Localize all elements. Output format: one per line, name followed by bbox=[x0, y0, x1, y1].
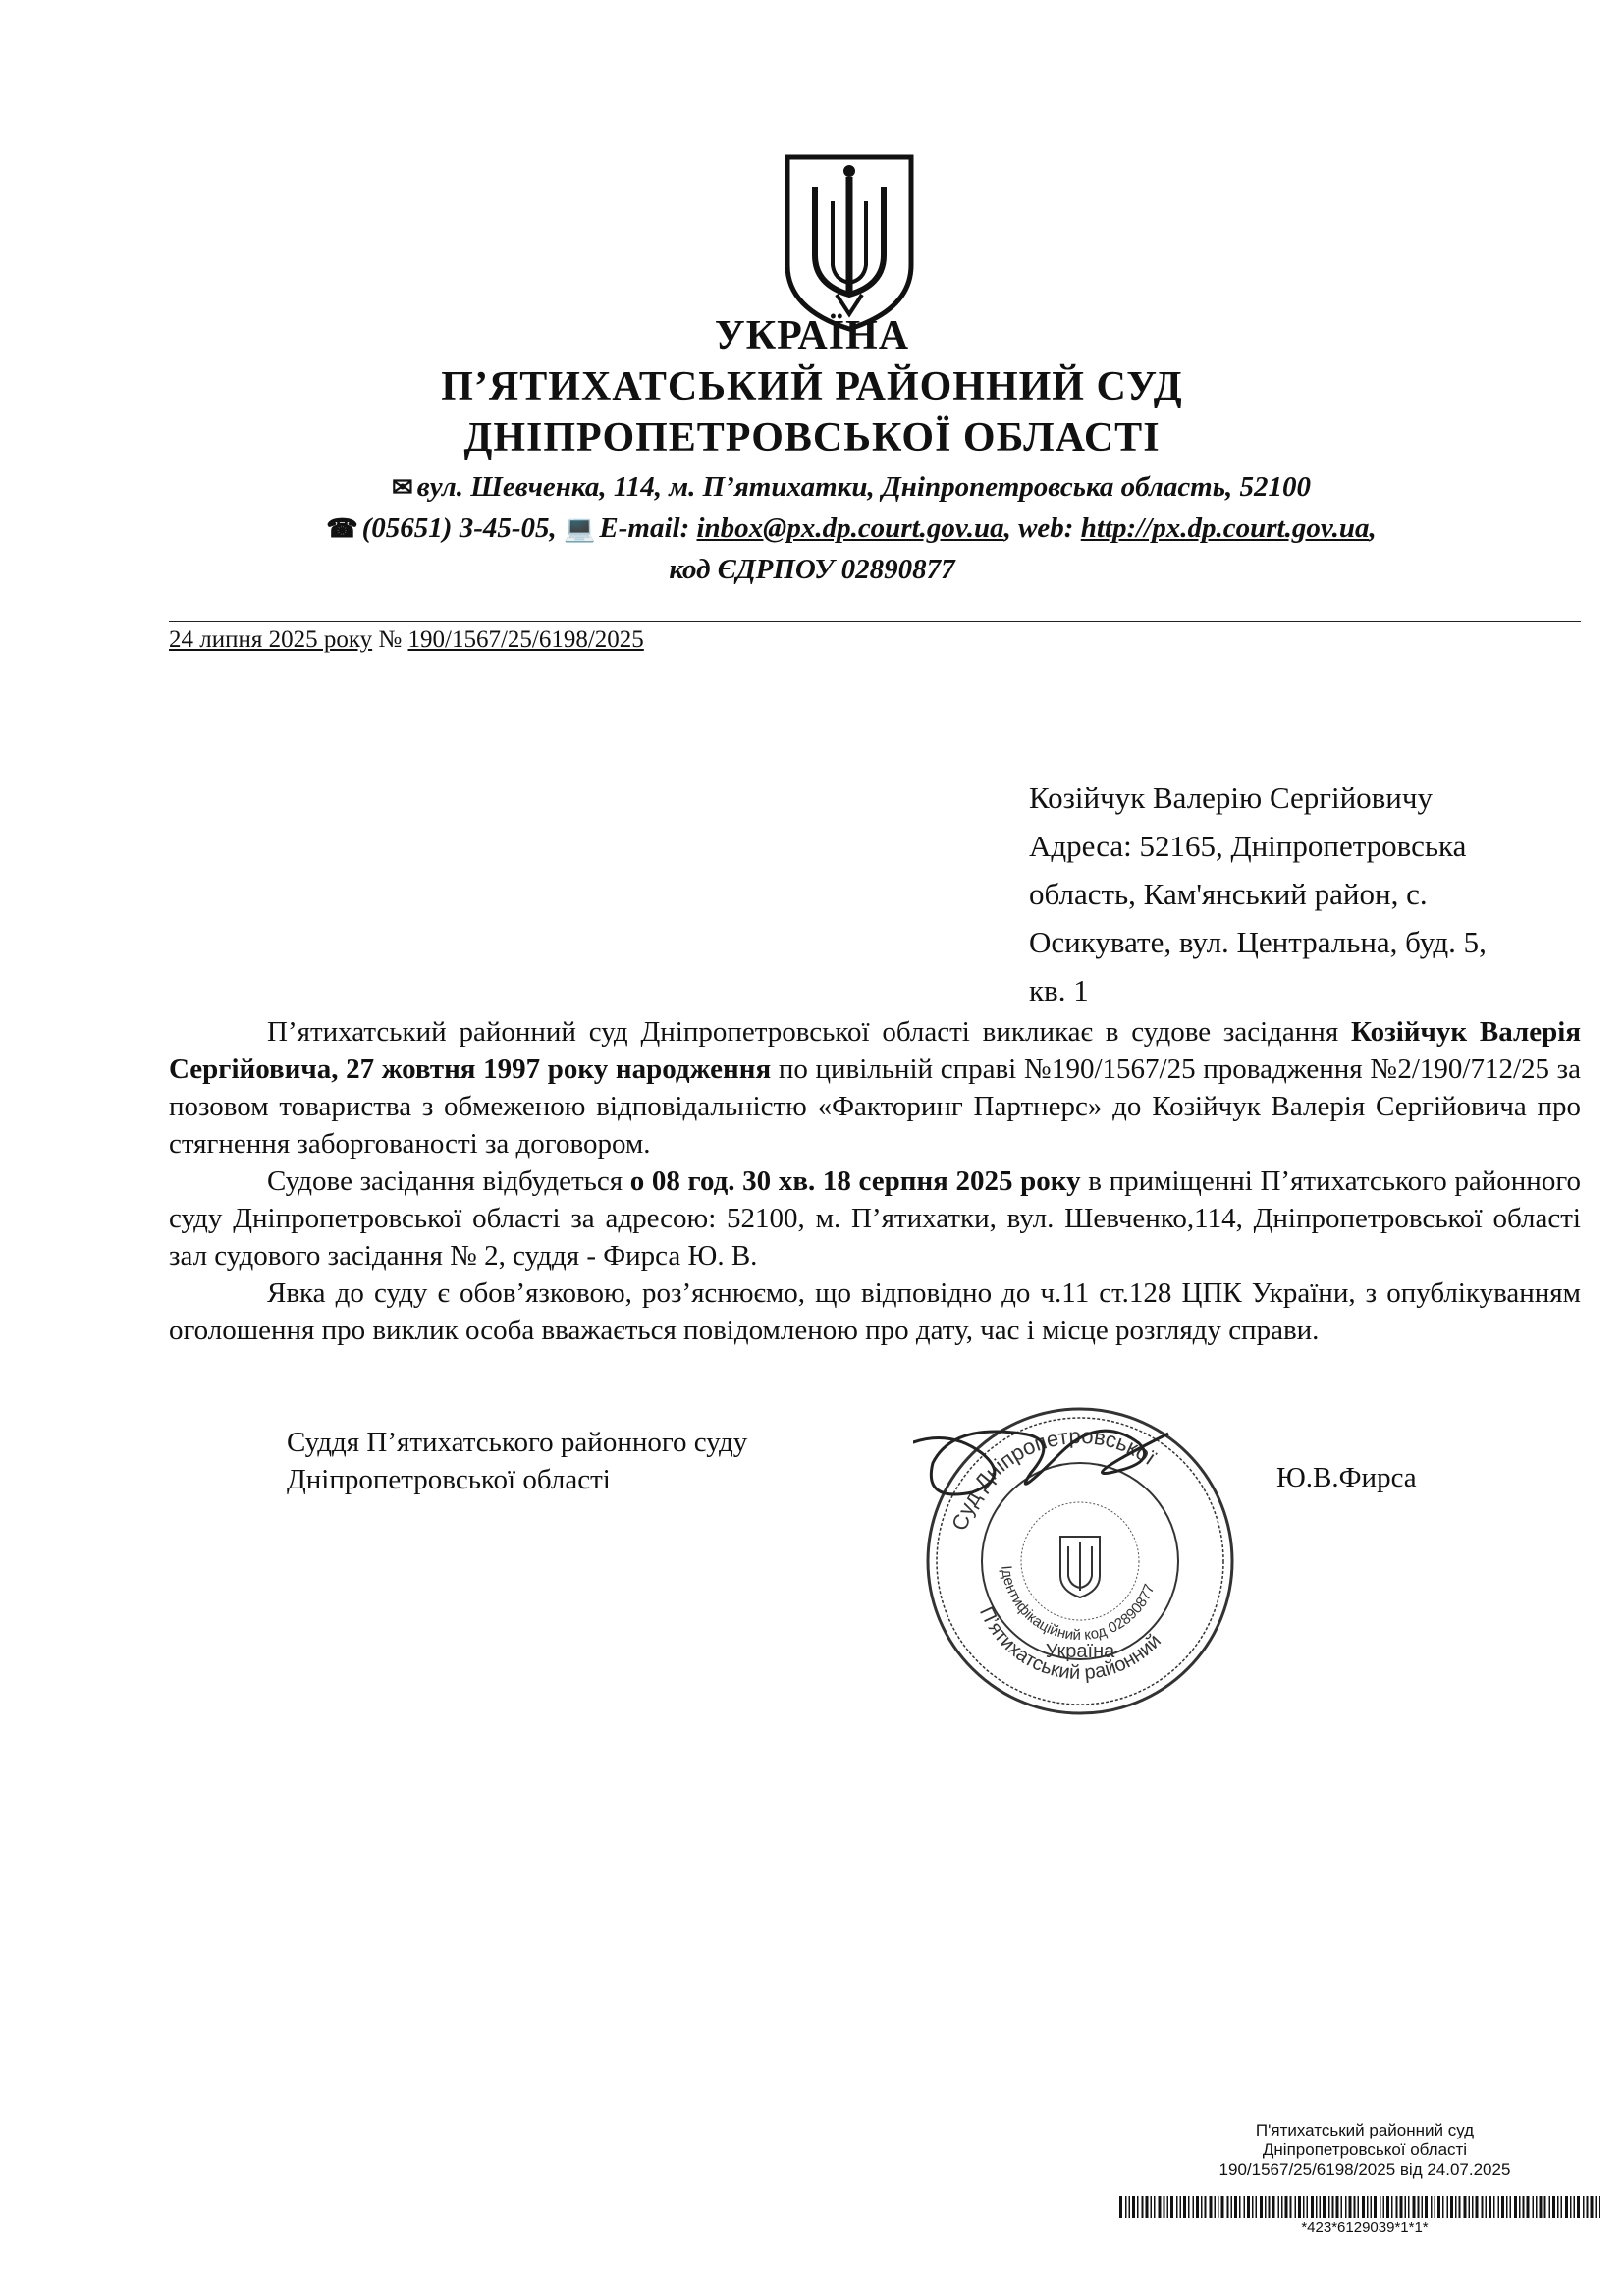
recipient-address-line: кв. 1 bbox=[1029, 973, 1089, 1007]
reference-date: 24 липня 2025 року bbox=[169, 626, 373, 653]
reference-line: 24 липня 2025 року № 190/1567/25/6198/2025 bbox=[169, 626, 644, 653]
recipient-address-line: область, Кам'янський район, с. bbox=[1029, 877, 1428, 911]
barcode bbox=[1119, 2196, 1600, 2218]
registration-stamp: П'ятихатський районний суд Дніпропетровської області 190/1567/25/6198/2025 від 24.07.2025 bbox=[1218, 2121, 1511, 2179]
defendant-name: Козійчук Валерія Сергійовича, 27 жовтня 1997 року народження bbox=[169, 1016, 1582, 1085]
phone-icon: ☎ bbox=[326, 514, 358, 543]
edrpou-code: код ЄДРПОУ 02890877 bbox=[669, 554, 955, 585]
recipient-address-line: Адреса: 52165, Дніпропетровська bbox=[1029, 829, 1467, 863]
recipient-block bbox=[1029, 774, 1540, 1014]
svg-text:Україна: Україна bbox=[1045, 1641, 1115, 1662]
reference-number: 190/1567/25/6198/2025 bbox=[407, 626, 644, 653]
court-contacts: ☎ (05651) 3-45-05, 💻 E-mail: inbox@px.dp.court.gov.ua, web: http://px.dp.court.gov.ua, bbox=[326, 513, 1377, 544]
envelope-icon: ✉ bbox=[392, 473, 413, 502]
email-link[interactable]: inbox@px.dp.court.gov.ua bbox=[696, 513, 1004, 544]
computer-icon: 💻 bbox=[564, 514, 596, 543]
judge-name: Ю.В.Фирса bbox=[1276, 1462, 1417, 1493]
summons-body bbox=[169, 1013, 1581, 1349]
hearing-datetime: о 08 год. 30 хв. 18 серпня 2025 року bbox=[629, 1165, 1081, 1197]
barcode-text: *423*6129039*1*1* bbox=[1301, 2219, 1429, 2236]
svg-text:П’ятихатський районний: П’ятихатський районний bbox=[974, 1603, 1165, 1685]
header-divider bbox=[169, 621, 1581, 622]
country-title: УКРАЇНА bbox=[714, 313, 910, 358]
recipient-address-line: Осикувате, вул. Центральна, буд. 5, bbox=[1029, 925, 1487, 959]
summons-paragraph-1: П’ятихатський районний суд Дніпропетровської області викликає в судове засідання Козійчук Валерія Сергійовича, 27 жовтня 1997 року народження по цивільній справі №190/1567/25 провадження №2/190/712/25 за позовом товариства з обмеженою відповідальністю «Факторинг Партнерс» до Козійчук Валерія Сергійовича про стягнення заборгованості за договором. bbox=[169, 1016, 1582, 1160]
coat-of-arms-emblem bbox=[776, 147, 923, 334]
court-name-line1: П’ЯТИХАТСЬКИЙ РАЙОННИЙ СУД bbox=[441, 364, 1183, 409]
phone-number: (05651) 3-45-05, bbox=[361, 513, 557, 544]
court-name-line2: ДНІПРОПЕТРОВСЬКОЇ ОБЛАСТІ bbox=[463, 415, 1161, 460]
court-address: ✉ вул. Шевченка, 114, м. П’ятихатки, Дніпропетровська область, 52100 bbox=[392, 471, 1311, 503]
summons-paragraph-2: Судове засідання відбудеться о 08 год. 30 хв. 18 серпня 2025 року в приміщенні П’ятихатського районного суду Дніпропетровської області за адресою: 52100, м. П’ятихатки, вул. Шевченко,114, Дніпропетровської області зал судового засідання № 2, суддя - Фирса Ю. В. bbox=[169, 1165, 1582, 1272]
recipient-name: Козійчук Валерію Сергійовичу bbox=[1029, 781, 1433, 815]
svg-text:Суд Дніпропетровської: Суд Дніпропетровської bbox=[947, 1423, 1161, 1534]
summons-paragraph-3: Явка до суду є обов’язковою, роз’яснюємо, що відповідно до ч.11 ст.128 ЦПК України, з опублікуванням оголошення про виклик особа вважається повідомленою про дату, час і місце розгляду справи. bbox=[169, 1277, 1581, 1346]
court-seal-stamp bbox=[913, 1394, 1247, 1728]
signature-title: Суддя П’ятихатського районного суду Дніпропетровської області bbox=[287, 1427, 748, 1495]
svg-text:Ідентифікаційний код 02890877: Ідентифікаційний код 02890877 bbox=[998, 1564, 1159, 1645]
website-link[interactable]: http://px.dp.court.gov.ua bbox=[1080, 513, 1370, 544]
